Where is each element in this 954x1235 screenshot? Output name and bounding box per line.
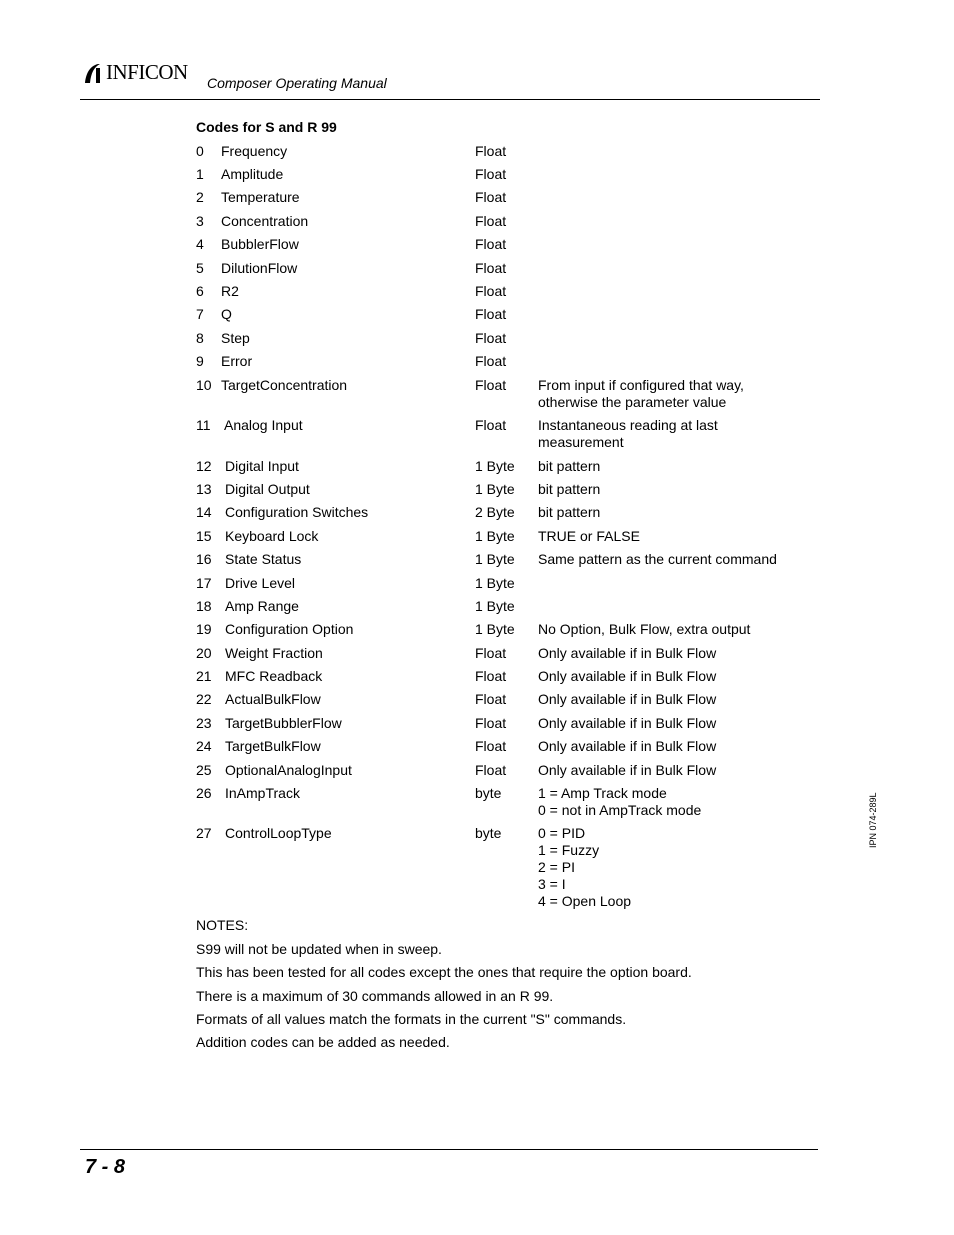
code-description: [538, 785, 701, 819]
code-row: [196, 236, 816, 260]
code-number: 14: [196, 504, 212, 520]
footer-divider: [80, 1149, 818, 1150]
code-type: 1 Byte: [475, 528, 515, 544]
code-type: Float: [475, 645, 507, 661]
code-number: 12: [196, 458, 212, 474]
header-divider: [80, 99, 820, 100]
code-type: 2 Byte: [475, 504, 515, 520]
code-description: [538, 668, 716, 685]
code-row: [196, 738, 816, 762]
code-number: 9: [196, 353, 204, 369]
code-description: [538, 715, 716, 732]
code-number: 24: [196, 738, 212, 754]
code-name: Concentration: [221, 213, 309, 229]
code-description: [538, 825, 631, 910]
code-description: [538, 738, 716, 755]
code-row: [196, 691, 816, 715]
code-type: Float: [475, 715, 507, 731]
code-type: Float: [475, 166, 507, 182]
description-line: 0 = PID: [538, 825, 586, 841]
code-name: Analog Input: [224, 417, 303, 433]
code-row: [196, 143, 816, 166]
code-type: Float: [475, 283, 507, 299]
code-name: ActualBulkFlow: [225, 691, 321, 707]
code-description: [538, 481, 600, 498]
code-name: DilutionFlow: [221, 260, 298, 276]
code-number: 22: [196, 691, 212, 707]
code-row: [196, 551, 816, 575]
description-line: 2 = PI: [538, 859, 575, 875]
code-description: [538, 621, 750, 638]
code-description: [538, 691, 716, 708]
description-line: bit pattern: [538, 504, 601, 520]
code-type: Float: [475, 417, 507, 433]
code-description: [538, 762, 716, 779]
code-type: byte: [475, 785, 502, 801]
code-number: 11: [196, 417, 211, 433]
code-type: Float: [475, 330, 507, 346]
code-type: 1 Byte: [475, 481, 515, 497]
code-type: Float: [475, 306, 507, 322]
code-row: [196, 481, 816, 504]
code-description: [538, 528, 640, 545]
code-description: [538, 504, 600, 521]
code-name: Amplitude: [221, 166, 284, 182]
code-row: [196, 621, 816, 645]
code-name: Temperature: [221, 189, 300, 205]
code-number: 8: [196, 330, 204, 346]
code-row: [196, 458, 816, 481]
description-line: Only available if in Bulk Flow: [538, 762, 717, 778]
code-number: 4: [196, 236, 204, 252]
code-number: 25: [196, 762, 212, 778]
code-name: Configuration Option: [225, 621, 354, 637]
description-line: 1 = Amp Track mode: [538, 785, 667, 801]
code-name: Configuration Switches: [225, 504, 369, 520]
code-row: [196, 260, 816, 283]
code-row: [196, 575, 816, 598]
code-type: Float: [475, 353, 507, 369]
code-row: [196, 330, 816, 353]
code-description: [538, 458, 600, 475]
code-type: 1 Byte: [475, 458, 515, 474]
description-line: TRUE or FALSE: [538, 528, 640, 544]
code-name: ControlLoopType: [225, 825, 332, 841]
code-number: 6: [196, 283, 204, 299]
description-line: Instantaneous reading at last: [538, 417, 718, 433]
code-type: 1 Byte: [475, 598, 515, 614]
code-name: Digital Input: [225, 458, 299, 474]
code-name: Amp Range: [225, 598, 299, 614]
code-number: 17: [196, 575, 212, 591]
code-type: byte: [475, 825, 502, 841]
manual-title: Composer Operating Manual: [207, 75, 387, 91]
code-description: [538, 645, 716, 662]
notes-heading: NOTES:: [196, 917, 249, 933]
code-number: 23: [196, 715, 212, 731]
code-row: [196, 377, 816, 417]
code-type: Float: [475, 668, 507, 684]
description-line: Only available if in Bulk Flow: [538, 645, 717, 661]
code-name: State Status: [225, 551, 302, 567]
code-description: [538, 417, 718, 451]
code-name: BubblerFlow: [221, 236, 299, 252]
code-name: TargetBubblerFlow: [225, 715, 342, 731]
code-name: TargetBulkFlow: [225, 738, 321, 754]
description-line: Only available if in Bulk Flow: [538, 738, 717, 754]
code-number: 3: [196, 213, 204, 229]
page-number: 7 - 8: [85, 1156, 126, 1178]
code-row: [196, 645, 816, 668]
ipn-label: IPN 074-289L: [868, 792, 878, 848]
description-line: 0 = not in AmpTrack mode: [538, 802, 702, 818]
code-row: [196, 166, 816, 189]
code-description: [538, 377, 744, 411]
code-type: Float: [475, 236, 507, 252]
code-row: [196, 528, 816, 551]
code-name: Error: [221, 353, 253, 369]
code-row: [196, 213, 816, 236]
description-line: measurement: [538, 434, 624, 450]
code-type: Float: [475, 762, 507, 778]
code-name: Digital Output: [225, 481, 310, 497]
code-name: OptionalAnalogInput: [225, 762, 352, 778]
description-line: Only available if in Bulk Flow: [538, 691, 717, 707]
code-number: 27: [196, 825, 212, 841]
code-row: [196, 306, 816, 330]
code-row: [196, 417, 816, 458]
code-number: 1: [196, 166, 204, 182]
code-number: 19: [196, 621, 212, 637]
code-type: Float: [475, 260, 507, 276]
description-line: 4 = Open Loop: [538, 893, 632, 909]
code-name: Drive Level: [225, 575, 296, 591]
description-line: No Option, Bulk Flow, extra output: [538, 621, 751, 637]
code-number: 20: [196, 645, 212, 661]
code-row: [196, 785, 816, 825]
code-type: 1 Byte: [475, 621, 515, 637]
code-number: 18: [196, 598, 212, 614]
code-name: Weight Fraction: [225, 645, 323, 661]
code-number: 26: [196, 785, 212, 801]
description-line: 3 = I: [538, 876, 566, 892]
inficon-logo-icon: [82, 61, 104, 85]
code-row: [196, 598, 816, 621]
code-name: Frequency: [221, 143, 288, 159]
note-item: Addition codes can be added as needed.: [196, 1034, 450, 1050]
code-name: Keyboard Lock: [225, 528, 319, 544]
code-row: [196, 504, 816, 528]
code-name: Q: [221, 306, 232, 322]
code-type: Float: [475, 189, 507, 205]
description-line: Only available if in Bulk Flow: [538, 715, 717, 731]
note-item: Formats of all values match the formats in the current "S" commands.: [196, 1011, 627, 1027]
code-type: 1 Byte: [475, 551, 515, 567]
code-number: 7: [196, 306, 204, 322]
code-type: Float: [475, 738, 507, 754]
description-line: 1 = Fuzzy: [538, 842, 600, 858]
brand-name: INFICON: [106, 60, 188, 84]
description-line: Same pattern as the current command: [538, 551, 777, 567]
code-number: 5: [196, 260, 204, 276]
description-line: Only available if in Bulk Flow: [538, 668, 717, 684]
note-item: This has been tested for all codes except the ones that require the option board.: [196, 964, 692, 980]
code-row: [196, 189, 816, 213]
code-row: [196, 668, 816, 691]
code-name: MFC Readback: [225, 668, 323, 684]
code-number: 0: [196, 143, 204, 159]
code-type: Float: [475, 213, 507, 229]
code-row: [196, 825, 816, 913]
code-row: [196, 715, 816, 738]
code-row: [196, 283, 816, 306]
section-title: Codes for S and R 99: [196, 119, 337, 135]
code-number: 13: [196, 481, 212, 497]
code-number: 16: [196, 551, 212, 567]
code-row: [196, 762, 816, 785]
code-number: 21: [196, 668, 212, 684]
code-row: [196, 353, 816, 377]
code-description: [538, 551, 777, 568]
code-type: Float: [475, 691, 507, 707]
code-name: TargetConcentration: [221, 377, 348, 393]
note-item: There is a maximum of 30 commands allowed in an R 99.: [196, 988, 554, 1004]
code-name: R2: [221, 283, 239, 299]
description-line: bit pattern: [538, 458, 601, 474]
code-number: 15: [196, 528, 212, 544]
code-name: InAmpTrack: [225, 785, 300, 801]
code-type: Float: [475, 143, 507, 159]
description-line: From input if configured that way,: [538, 377, 744, 393]
code-number: 2: [196, 189, 204, 205]
code-name: Step: [221, 330, 250, 346]
inficon-logo: [82, 60, 188, 85]
description-line: otherwise the parameter value: [538, 394, 727, 410]
description-line: bit pattern: [538, 481, 601, 497]
code-type: Float: [475, 377, 507, 393]
code-number: 10: [196, 377, 212, 393]
note-item: S99 will not be updated when in sweep.: [196, 941, 442, 957]
code-type: 1 Byte: [475, 575, 515, 591]
